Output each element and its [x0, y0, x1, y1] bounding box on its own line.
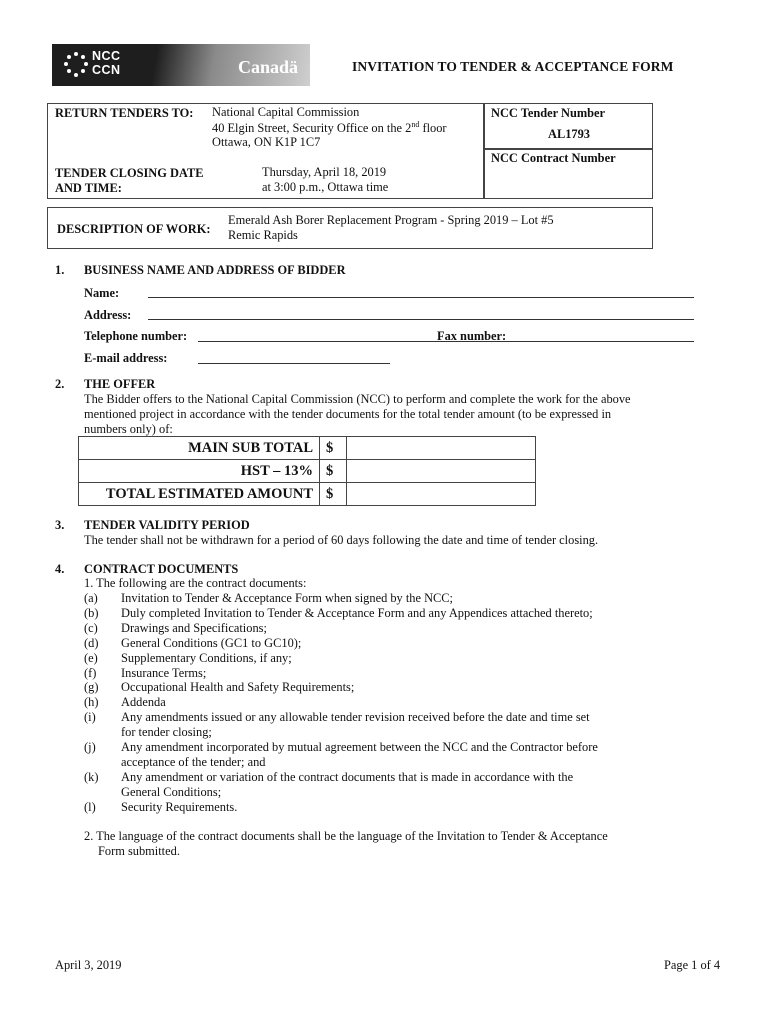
closing-time: at 3:00 p.m., Ottawa time — [262, 180, 389, 194]
section1-number: 1. — [55, 263, 65, 277]
document-item-text: Supplementary Conditions, if any; — [121, 650, 292, 665]
logo-text-ccn: CCN — [92, 63, 121, 77]
main-subtotal-field[interactable] — [347, 437, 536, 460]
return-address-line2 — [212, 120, 447, 136]
section4-number: 4. — [55, 562, 65, 576]
description-line2: Remic Rapids — [228, 228, 298, 242]
return-tenders-label: RETURN TENDERS TO: — [55, 106, 194, 120]
documents-intro: 1. The following are the contract documents: — [84, 576, 307, 590]
document-item-text: Any amendment incorporated by mutual agreement between the NCC and the Contractor before — [121, 740, 598, 754]
description-line1: Emerald Ash Borer Replacement Program - Spring 2019 – Lot #5 — [228, 213, 554, 227]
document-item-key: (j) — [84, 740, 96, 754]
document-item-key: (e) — [84, 650, 98, 665]
document-item-key: (h) — [84, 695, 99, 710]
section2-title: THE OFFER — [84, 377, 156, 391]
document-item-key: (f) — [84, 665, 97, 680]
section3-number: 3. — [55, 518, 65, 532]
ncc-logo-banner — [52, 44, 310, 86]
return-address-line2-text: 40 Elgin Street, Security Office on the 2 — [212, 121, 412, 136]
total-estimated-field[interactable] — [347, 483, 536, 506]
document-item-text: Addenda — [121, 695, 166, 710]
document-title: INVITATION TO TENDER & ACCEPTANCE FORM — [352, 59, 674, 74]
offer-text-line3: numbers only) of: — [84, 422, 173, 436]
section1-title: BUSINESS NAME AND ADDRESS OF BIDDER — [84, 263, 346, 277]
document-item-text: General Conditions (GC1 to GC10); — [121, 635, 302, 650]
logo-text — [92, 49, 121, 77]
return-address-line2-end: floor — [419, 121, 447, 136]
fax-label: Fax number: — [437, 329, 507, 343]
tender-number-label: NCC Tender Number — [491, 106, 606, 120]
return-address-line3: Ottawa, ON K1P 1C7 — [212, 135, 321, 149]
email-field[interactable] — [198, 363, 390, 364]
section3-title: TENDER VALIDITY PERIOD — [84, 518, 250, 532]
closing-label-line2: AND TIME: — [55, 181, 122, 195]
hst-field[interactable] — [347, 460, 536, 483]
return-address-line2-sup: nd — [411, 120, 420, 129]
document-item-key: (c) — [84, 620, 98, 635]
name-label: Name: — [84, 286, 120, 300]
canada-wordmark: Canadä — [237, 57, 298, 77]
document-item-key: (l) — [84, 799, 96, 814]
address-field[interactable] — [148, 319, 694, 320]
name-field[interactable] — [148, 297, 694, 298]
email-label: E-mail address: — [84, 351, 168, 365]
hst-label: HST – 13% — [79, 460, 320, 483]
return-address-line1: National Capital Commission — [212, 105, 360, 119]
validity-text: The tender shall not be withdrawn for a period of 60 days following the date and time of tender closing. — [84, 533, 599, 547]
tender-number-value: AL1793 — [548, 127, 590, 141]
section2-number: 2. — [55, 377, 65, 391]
language-text-line1: 2. The language of the contract documents shall be the language of the Invitation to Tender & Acceptance — [84, 829, 608, 843]
offer-text-line1: The Bidder offers to the National Capital Commission (NCC) to perform and complete the work for the above — [84, 392, 631, 406]
document-item-text: Security Requirements. — [121, 799, 238, 814]
offer-text-line2: mentioned project in accordance with the tender documents for the total tender amount (to be expressed in — [84, 407, 612, 421]
closing-date: Thursday, April 18, 2019 — [262, 165, 387, 179]
document-item-text: Insurance Terms; — [121, 665, 207, 680]
footer-date: April 3, 2019 — [55, 958, 122, 972]
closing-label-line1: TENDER CLOSING DATE — [55, 166, 204, 180]
document-item-key: (i) — [84, 710, 96, 725]
main-subtotal-currency: $ — [320, 437, 347, 460]
footer-page: Page 1 of 4 — [664, 958, 721, 972]
total-estimated-currency: $ — [320, 483, 347, 506]
description-label: DESCRIPTION OF WORK: — [57, 222, 211, 236]
language-text-line2: Form submitted. — [98, 844, 180, 858]
document-item-key: (b) — [84, 605, 99, 620]
tender-amount-table — [78, 436, 536, 506]
document-item-text: acceptance of the tender; and — [121, 754, 266, 769]
contract-number-label: NCC Contract Number — [491, 151, 616, 165]
main-subtotal-row — [79, 437, 536, 460]
document-item-key: (g) — [84, 680, 99, 695]
document-item-text: Drawings and Specifications; — [121, 620, 267, 635]
hst-currency: $ — [320, 460, 347, 483]
document-item-text: for tender closing; — [121, 725, 212, 740]
total-estimated-row — [79, 483, 536, 506]
document-item-key: (a) — [84, 591, 98, 605]
telephone-label: Telephone number: — [84, 329, 188, 343]
document-item-text: Occupational Health and Safety Requirements; — [121, 680, 355, 695]
ncc-dots-icon — [62, 51, 90, 79]
document-item-text: Duly completed Invitation to Tender & Acceptance Form and any Appendices attached thereto; — [121, 605, 593, 620]
section4-title: CONTRACT DOCUMENTS — [84, 562, 239, 576]
document-item-key: (k) — [84, 769, 99, 784]
document-item-text: Any amendments issued or any allowable tender revision received before the date and time set — [121, 710, 590, 725]
address-label: Address: — [84, 308, 132, 322]
document-item-text: Invitation to Tender & Acceptance Form when signed by the NCC; — [121, 591, 454, 605]
main-subtotal-label: MAIN SUB TOTAL — [79, 437, 320, 460]
hst-row — [79, 460, 536, 483]
logo-text-ncc: NCC — [92, 49, 121, 63]
document-item-text: General Conditions; — [121, 784, 222, 799]
document-item-key: (d) — [84, 635, 99, 650]
document-item-text: Any amendment or variation of the contract documents that is made in accordance with the — [121, 769, 574, 784]
total-estimated-label: TOTAL ESTIMATED AMOUNT — [79, 483, 320, 506]
